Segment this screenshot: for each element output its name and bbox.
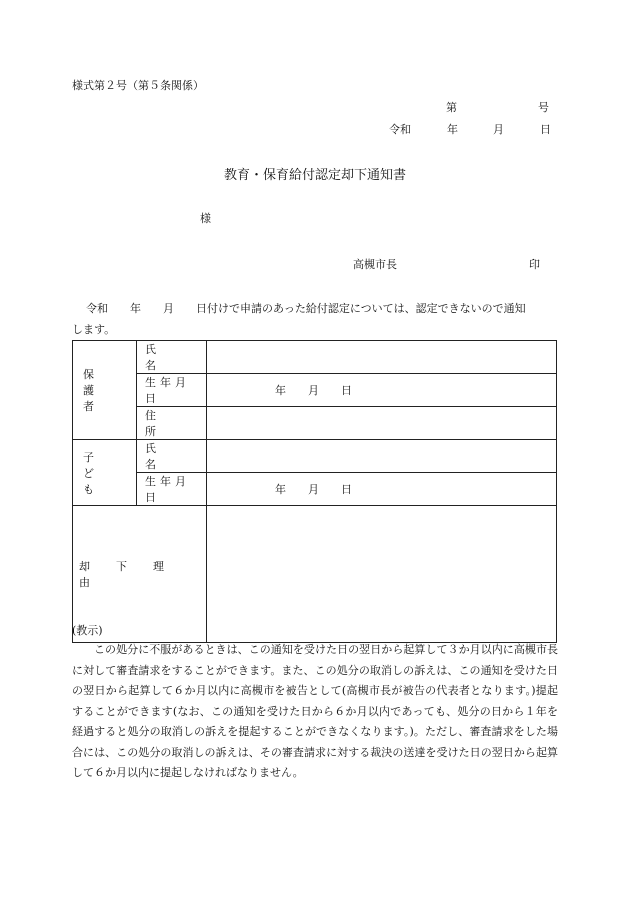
notice-paragraph: この処分に不服があるときは、この通知を受けた日の翌日から起算して３か月以内に高槻市長に対して審査請求をすることができます。また、この処分の取消しの訴えは、この通知を受けた日の翌日から起算して６か月以内に高槻市を被告として(高槻市長が被告の代表者となります。)提起することができます(なお、この通知を受けた日から６か月以内であっても、処分の日から１年を経過すると処分の取消しの訴えを提起することができなくなります。)。ただし、審査請求をした場合には、この処分の取消しの訴えは、その審査請求に対する裁決の送達を受けた日の翌日から起算して６か月以内に提起しなければなりません。 [72, 643, 558, 779]
guardian-label: 保護者 [83, 368, 106, 413]
date-month: 月 [493, 123, 504, 136]
intro-text-line1: 令和 年 月 日付けで申請のあった給付認定については、認定できないので通知 [86, 302, 526, 315]
document-number-label: 第 [446, 101, 457, 114]
guardian-address-label [137, 407, 207, 440]
child-label: 子ども [83, 450, 106, 496]
guardian-dob-field[interactable] [207, 374, 557, 407]
guardian-dob-label [137, 374, 207, 407]
child-dob-label [137, 473, 207, 506]
document-title: 教育・保育給付認定却下通知書 [223, 168, 406, 183]
child-name-field[interactable] [207, 440, 557, 473]
notice-body [72, 640, 558, 784]
child-name-label [137, 440, 207, 473]
document-number-suffix: 号 [538, 101, 549, 114]
date-era: 令和 [389, 123, 411, 136]
guardian-name-label [137, 341, 207, 374]
date-year: 年 [447, 123, 458, 136]
issuer-name: 高槻市長 [353, 258, 397, 271]
child-section-label [73, 440, 137, 506]
reason-field[interactable] [207, 506, 557, 643]
guardian-name-field[interactable] [207, 341, 557, 374]
label-text: 生年月日 [145, 475, 190, 504]
intro-text-line2: します。 [72, 323, 116, 336]
label-text: 住所 [145, 409, 186, 438]
guardian-section-label [73, 341, 137, 440]
label-text: 氏名 [145, 442, 186, 471]
child-dob-value: 年 月 日 [275, 483, 352, 496]
label-text: 氏名 [145, 343, 186, 372]
label-text: 生年月日 [145, 376, 190, 405]
seal-mark: 印 [529, 258, 540, 271]
notice-heading: (教示) [72, 624, 103, 637]
rejection-form-table [72, 340, 557, 643]
form-code: 様式第２号（第５条関係） [72, 79, 204, 92]
addressee-suffix: 様 [200, 212, 211, 225]
reason-label: 却下理由 [79, 560, 190, 589]
guardian-address-field[interactable] [207, 407, 557, 440]
date-day: 日 [540, 123, 551, 136]
guardian-dob-value: 年 月 日 [275, 384, 352, 397]
child-dob-field[interactable] [207, 473, 557, 506]
